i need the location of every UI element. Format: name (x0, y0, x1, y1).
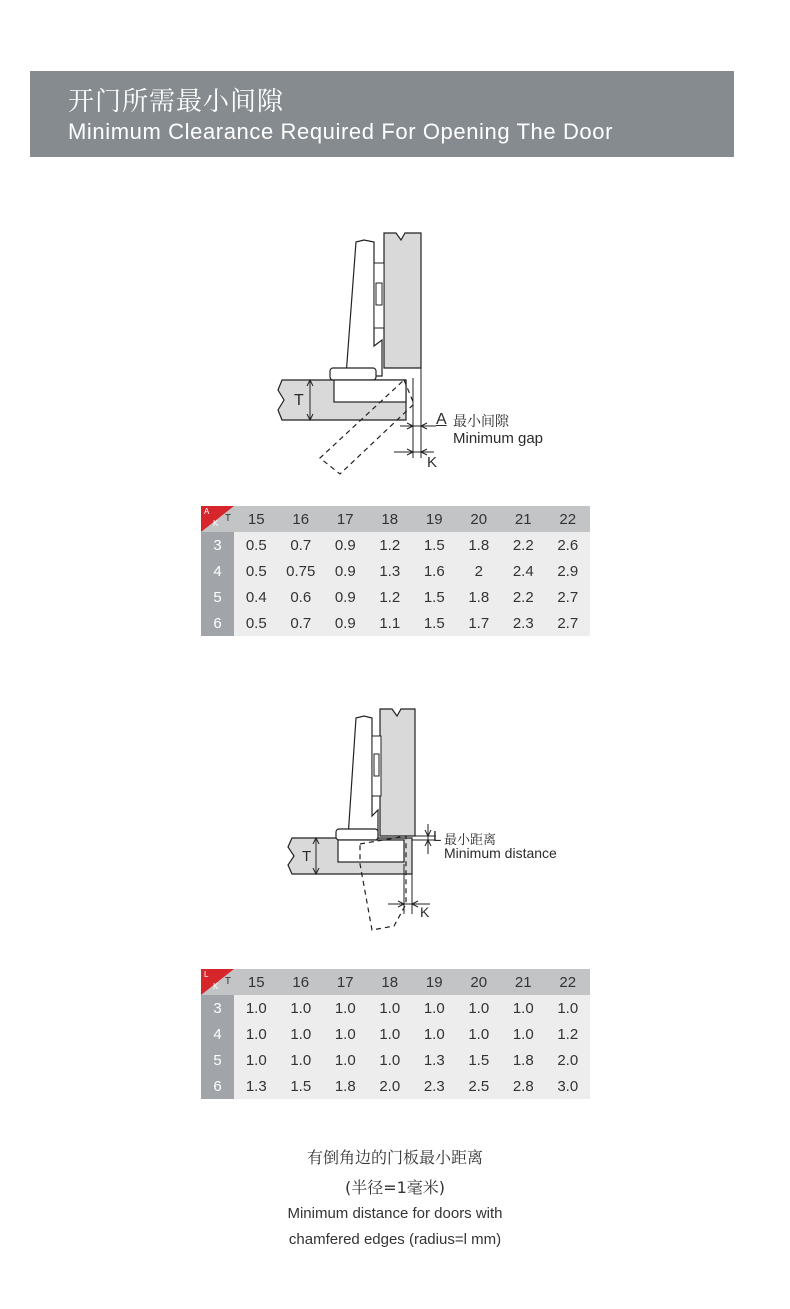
t-header: 16 (279, 506, 324, 532)
l-text-en: Minimum distance (444, 845, 557, 861)
table-cell: 0.9 (323, 532, 368, 558)
table-cell: 1.0 (546, 995, 591, 1021)
table-cell: 0.5 (234, 558, 279, 584)
l-text-zh: 最小距离 (444, 833, 497, 848)
table-row (201, 1047, 590, 1073)
page-header (30, 71, 734, 157)
k-value: 3 (201, 995, 234, 1021)
table-cell: 1.3 (412, 1047, 457, 1073)
t-header: 19 (412, 506, 457, 532)
table-cell: 3.0 (546, 1073, 591, 1099)
t-header: 20 (457, 506, 502, 532)
table-cell: 1.5 (412, 610, 457, 636)
t-header: 17 (323, 969, 368, 995)
table-cell: 1.0 (501, 995, 546, 1021)
table-cell: 2.4 (501, 558, 546, 584)
k-value: 5 (201, 1047, 234, 1073)
table-cell: 1.0 (279, 995, 324, 1021)
table-cell: 2.2 (501, 584, 546, 610)
footer-line-en-1: Minimum distance for doors with (287, 1205, 503, 1222)
a-text-zh: 最小间隙 (453, 414, 509, 430)
table-cell: 0.7 (279, 610, 324, 636)
table-cell: 0.9 (323, 610, 368, 636)
table-cell: 1.8 (457, 584, 502, 610)
table-cell: 0.5 (234, 532, 279, 558)
table-corner (201, 969, 234, 995)
table-cell: 1.0 (279, 1021, 324, 1047)
table-cell: 2.0 (546, 1047, 591, 1073)
table-cell: 1.5 (279, 1073, 324, 1099)
table-cell: 1.0 (368, 1047, 413, 1073)
corner-k-label: K (213, 519, 219, 528)
k-value: 4 (201, 1021, 234, 1047)
t-header: 21 (501, 969, 546, 995)
table-cell: 0.9 (323, 558, 368, 584)
table-cell: 2.2 (501, 532, 546, 558)
table-cell: 1.0 (323, 1047, 368, 1073)
table-cell: 1.8 (457, 532, 502, 558)
door-panel (380, 709, 415, 836)
table-row (201, 1021, 590, 1047)
table-cell: 0.5 (234, 610, 279, 636)
t-header: 22 (546, 506, 591, 532)
table-cell: 2.8 (501, 1073, 546, 1099)
t-label: T (302, 848, 312, 865)
table-cell: 1.0 (501, 1021, 546, 1047)
table-cell: 1.0 (279, 1047, 324, 1073)
table-cell: 0.75 (279, 558, 324, 584)
t-header: 20 (457, 969, 502, 995)
table-cell: 0.7 (279, 532, 324, 558)
table-cell: 1.0 (457, 995, 502, 1021)
footer-note (0, 1145, 790, 1257)
t-header: 16 (279, 969, 324, 995)
table-cell: 1.3 (368, 558, 413, 584)
table-cell: 1.6 (412, 558, 457, 584)
table-cell: 1.0 (323, 995, 368, 1021)
corner-k-label: K (213, 982, 219, 991)
table-cell: 1.0 (368, 1021, 413, 1047)
diagram-minimum-distance (280, 704, 580, 936)
table-cell: 2.5 (457, 1073, 502, 1099)
table-cell: 1.0 (323, 1021, 368, 1047)
table-cell: 1.3 (234, 1073, 279, 1099)
table-cell: 1.0 (234, 1021, 279, 1047)
t-header: 22 (546, 969, 591, 995)
table-cell: 1.5 (412, 584, 457, 610)
table-row (201, 558, 590, 584)
table-header-row (201, 969, 590, 995)
table-cell: 2.9 (546, 558, 591, 584)
table-header-row (201, 506, 590, 532)
table-row (201, 610, 590, 636)
table-cell: 2.7 (546, 584, 591, 610)
table-cell: 1.8 (501, 1047, 546, 1073)
corner-a-label: A (204, 507, 210, 516)
table-cell: 0.6 (279, 584, 324, 610)
table-cell: 1.0 (234, 1047, 279, 1073)
table-cell: 1.2 (368, 584, 413, 610)
table-cell: 2 (457, 558, 502, 584)
door-panel (384, 233, 421, 368)
title-english: Minimum Clearance Required For Opening The Door (68, 119, 614, 144)
footer-line-radius-zh: (半径=1毫米) (344, 1178, 446, 1197)
diagram-minimum-gap (270, 228, 570, 478)
table-corner (201, 506, 234, 532)
corner-t-label: T (224, 513, 231, 524)
table-row (201, 584, 590, 610)
table-cell: 2.7 (546, 610, 591, 636)
footer-line-zh: 有倒角边的门板最小距离 (306, 1148, 483, 1167)
table-cell: 2.3 (501, 610, 546, 636)
t-header: 15 (234, 969, 279, 995)
footer-line-en-2: chamfered edges (radius=l mm) (288, 1231, 502, 1248)
table-cell: 2.0 (368, 1073, 413, 1099)
t-header: 18 (368, 969, 413, 995)
t-header: 18 (368, 506, 413, 532)
table-cell: 2.3 (412, 1073, 457, 1099)
k-value: 6 (201, 610, 234, 636)
table-cell: 1.0 (234, 995, 279, 1021)
table-cell: 0.4 (234, 584, 279, 610)
k-label: K (420, 904, 430, 920)
a-text-en: Minimum gap (453, 430, 544, 447)
table-cell: 1.0 (368, 995, 413, 1021)
k-value: 6 (201, 1073, 234, 1099)
k-value: 5 (201, 584, 234, 610)
table-cell: 1.0 (412, 1021, 457, 1047)
title-chinese: 开门所需最小间隙 (68, 87, 285, 117)
table-cell: 1.2 (368, 532, 413, 558)
k-value: 4 (201, 558, 234, 584)
t-header: 15 (234, 506, 279, 532)
table-cell: 1.1 (368, 610, 413, 636)
corner-t-label: T (224, 976, 231, 987)
l-label: L (433, 828, 442, 845)
k-value: 3 (201, 532, 234, 558)
table-row (201, 995, 590, 1021)
t-header: 17 (323, 506, 368, 532)
table-cell: 1.5 (457, 1047, 502, 1073)
corner-l-label: L (204, 970, 209, 979)
table-cell: 1.5 (412, 532, 457, 558)
table-row (201, 532, 590, 558)
distance-table (201, 969, 590, 1099)
table-cell: 1.8 (323, 1073, 368, 1099)
t-header: 19 (412, 969, 457, 995)
table-cell: 1.0 (457, 1021, 502, 1047)
table-row (201, 1073, 590, 1099)
table-cell: 1.7 (457, 610, 502, 636)
a-label: A (436, 411, 447, 428)
table-cell: 2.6 (546, 532, 591, 558)
t-label: T (294, 392, 304, 409)
table-cell: 1.0 (412, 995, 457, 1021)
k-label: K (427, 454, 438, 471)
t-header: 21 (501, 506, 546, 532)
gap-table (201, 506, 590, 636)
table-cell: 0.9 (323, 584, 368, 610)
table-cell: 1.2 (546, 1021, 591, 1047)
